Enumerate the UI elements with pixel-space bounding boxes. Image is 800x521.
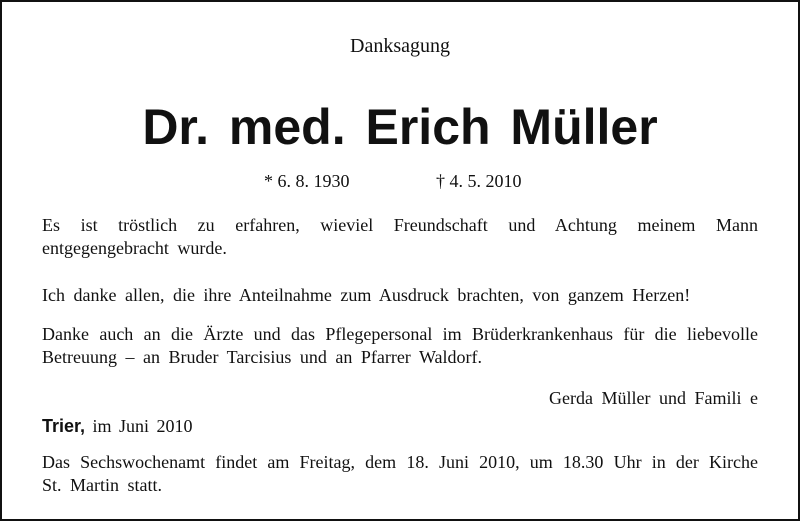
service-info-paragraph: Das Sechswochenamt findet am Freitag, dem 18. Juni 2010, um 18.30 Uhr in der Kirche St. Martin statt. [42, 452, 758, 495]
deceased-name: Dr. med. Erich Müller [142, 99, 658, 155]
thanks-paragraph-sympathy: Ich danke allen, die ihre Anteilnahme zum Ausdruck brachten, von ganzem Herzen! [42, 285, 691, 305]
place-name: Trier, [42, 416, 86, 436]
notice-heading: Danksagung [350, 35, 450, 57]
place-date: im Juni 2010 [92, 416, 193, 436]
thanks-paragraph-friendship: Es ist tröstlich zu erfahren, wieviel Freundschaft und Achtung meinem Mann entgegengebracht wurde. [42, 215, 758, 258]
thanks-paragraph-care: Danke auch an die Ärzte und das Pflegepersonal im Brüderkrankenhaus für die liebevolle Betreuung – an Bruder Tarcisius und an Pfarrer Waldorf. [42, 324, 758, 367]
signature: Gerda Müller und Famili e [549, 388, 758, 408]
birth-date: * 6. 8. 1930 [264, 171, 350, 191]
death-date: † 4. 5. 2010 [436, 171, 522, 191]
place-date-line [42, 415, 193, 438]
